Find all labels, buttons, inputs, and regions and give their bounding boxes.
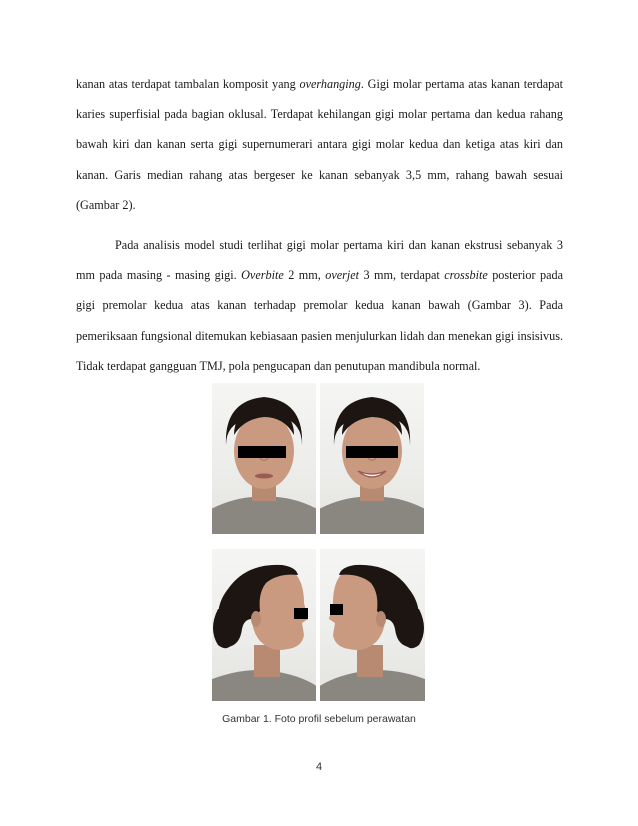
paragraph-2 [76, 230, 563, 381]
censor-bar [330, 604, 343, 615]
italic-term: crossbite [444, 268, 488, 283]
italic-term: overhanging [299, 77, 361, 91]
censor-bar [294, 608, 308, 619]
censor-bar [238, 446, 286, 458]
paragraph-1 [76, 69, 563, 220]
text-run: Pada analisis model studi terlihat gigi molar pertama kiri dan kanan ekstrusi sebanyak 3 mm pada masing - masing gigi. [76, 238, 563, 283]
body-text [76, 69, 563, 381]
text-run: 2 mm, [283, 268, 326, 283]
text-run: posterior pada gigi premolar kedua atas kanan terhadap premolar kedua kanan bawah (Gambar 3). Pada pemeriksaan fungsional ditemukan kebiasaan pasien menjulurkan lidah dan menekan gigi insisivus. Tidak terdapat gangguan TMJ, pola pengucapan dan penutupan mandibula normal. [76, 268, 563, 373]
photo-right-profile [212, 549, 316, 701]
italic-term: Overbite [241, 268, 284, 283]
photo-left-profile [320, 549, 425, 701]
text-run: kanan atas terdapat tambalan komposit yang [76, 77, 300, 91]
figure-caption: Gambar 1. Foto profil sebelum perawatan [222, 713, 416, 725]
text-run: . Gigi molar pertama atas kanan terdapat karies superfisial pada bagian oklusal. Terdapat kehilangan gigi molar pertama dan kedua rahang bawah kiri dan kanan serta gigi supernumerari antara gigi molar kedua dan ketiga atas kiri dan kanan. Garis median rahang atas bergeser ke kanan sebanyak 3,5 mm, rahang bawah sesuai (Gambar 2). [76, 77, 563, 212]
italic-term: overjet [325, 268, 360, 283]
censor-bar [346, 446, 398, 458]
photo-frontal-neutral [212, 383, 316, 534]
text-run: 3 mm, terdapat [359, 268, 445, 283]
page-number: 4 [315, 761, 323, 773]
photo-frontal-smiling [320, 383, 424, 534]
